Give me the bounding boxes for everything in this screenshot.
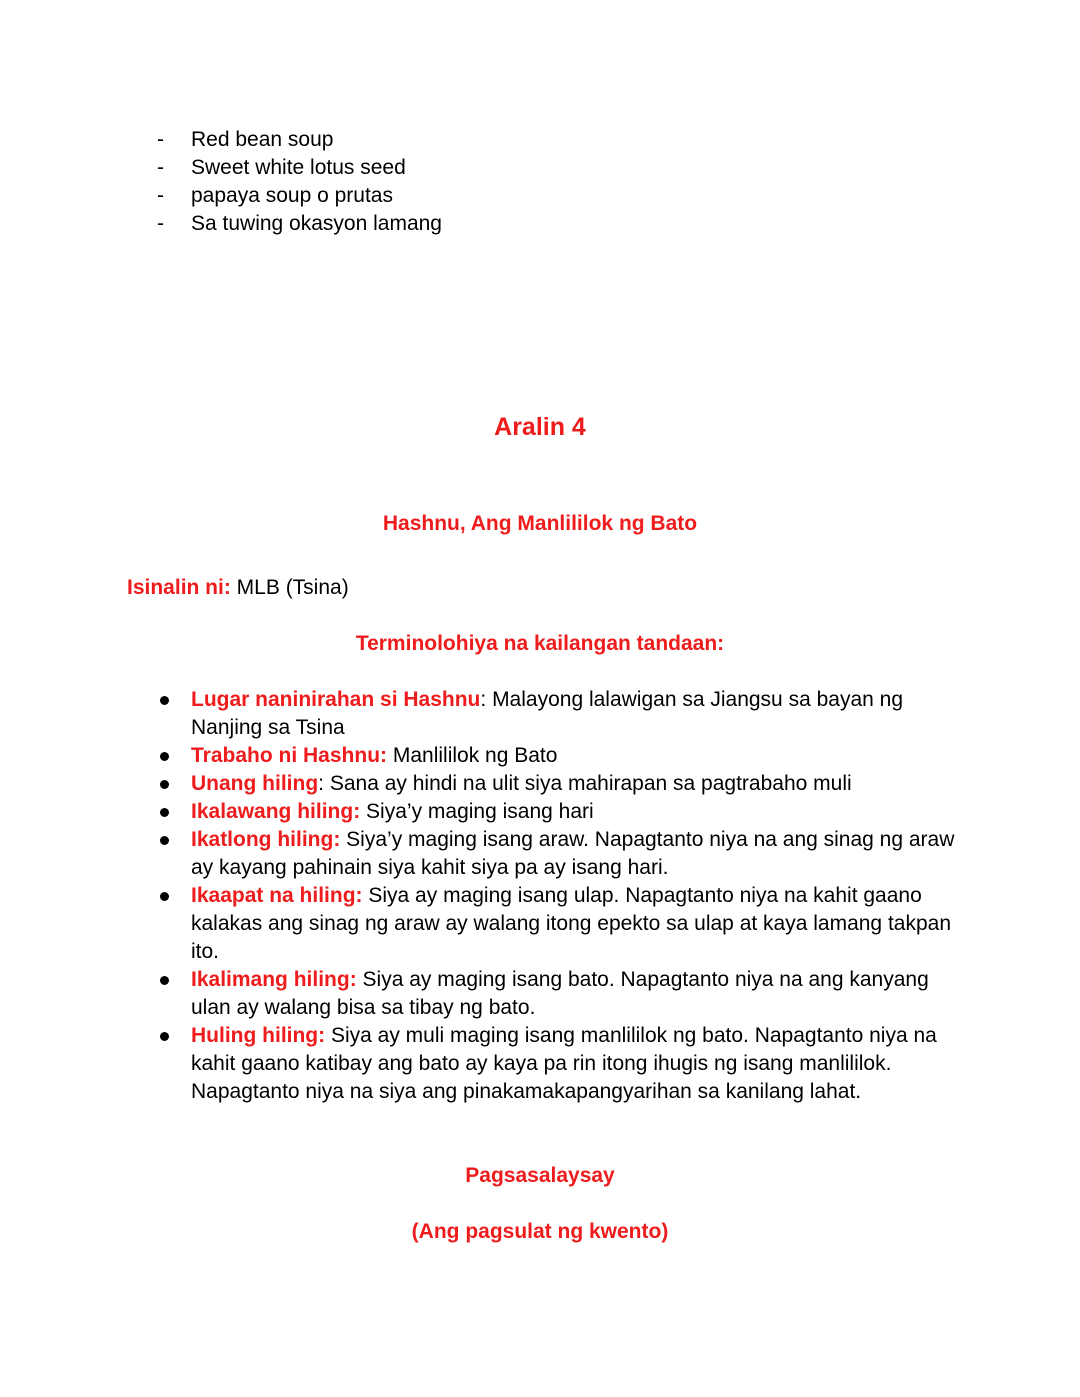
term-item xyxy=(157,770,957,798)
term-label: Ikalawang hiling: xyxy=(191,800,361,823)
term-text: Siya’y maging isang araw. Napagtanto niya na ang sinag ng araw ay kayang pahinain siya kahit siya pa ay isang hari. xyxy=(191,828,955,879)
term-text: Siya ay maging isang ulap. Napagtanto niya na kahit gaano kalakas ang sinag ng araw ay walang itong epekto sa ulap at kaya lamang takpan ito. xyxy=(191,884,951,963)
term-item xyxy=(157,826,957,882)
translator-label: Isinalin ni: xyxy=(127,576,231,599)
term-label: Trabaho ni Hashnu: xyxy=(191,744,388,767)
term-item xyxy=(157,686,957,742)
term-item xyxy=(157,798,957,826)
story-title: Hashnu, Ang Manlililok ng Bato xyxy=(382,512,698,535)
term-label: Unang hiling xyxy=(191,772,319,795)
lesson-title: Aralin 4 xyxy=(494,413,586,441)
section-subheading: (Ang pagsulat ng kwento) xyxy=(411,1220,669,1243)
term-text: Siya’y maging isang hari xyxy=(366,800,594,823)
list-item xyxy=(157,182,442,210)
terms-heading: Terminolohiya na kailangan tandaan: xyxy=(355,632,725,655)
term-item xyxy=(157,882,957,966)
term-label: Lugar naninirahan si Hashnu xyxy=(191,688,481,711)
terms-list xyxy=(157,686,957,1106)
section-heading: Pagsasalaysay xyxy=(465,1164,615,1187)
dessert-list xyxy=(157,126,442,238)
bullet-icon xyxy=(160,752,169,761)
list-item-text: Red bean soup xyxy=(191,128,334,151)
term-text: Manlililok ng Bato xyxy=(392,744,558,767)
term-label: Huling hiling: xyxy=(191,1024,326,1047)
dash-marker: - xyxy=(157,128,164,151)
list-item xyxy=(157,210,442,238)
list-item-text: Sweet white lotus seed xyxy=(191,156,406,179)
term-label: Ikaapat na hiling: xyxy=(191,884,363,907)
translator-value: MLB (Tsina) xyxy=(230,576,349,599)
dash-marker: - xyxy=(157,212,164,235)
bullet-icon xyxy=(160,780,169,789)
dash-marker: - xyxy=(157,156,164,179)
term-separator: : xyxy=(318,772,330,795)
term-text: Sana ay hindi na ulit siya mahirapan sa pagtrabaho muli xyxy=(329,772,852,795)
term-text: Siya ay maging isang bato. Napagtanto niya na ang kanyang ulan ay walang bisa sa tibay ng bato. xyxy=(191,968,929,1019)
term-label: Ikatlong hiling: xyxy=(191,828,341,851)
term-item xyxy=(157,1022,957,1106)
bullet-icon xyxy=(160,836,169,845)
translator-line xyxy=(127,574,349,602)
bullet-icon xyxy=(160,892,169,901)
bullet-icon xyxy=(160,1032,169,1041)
term-item xyxy=(157,742,957,770)
term-text: Siya ay muli maging isang manlililok ng bato. Napagtanto niya na kahit gaano katibay ang bato ay kaya pa rin itong ihugis ng isang manlililok. Napagtanto niya na siya ang pinakamakapangyarihan sa kanilang lahat. xyxy=(191,1024,937,1103)
list-item xyxy=(157,154,442,182)
term-item xyxy=(157,966,957,1022)
bullet-icon xyxy=(160,808,169,817)
term-text: Malayong lalawigan sa Jiangsu sa bayan ng Nanjing sa Tsina xyxy=(191,688,903,739)
list-item xyxy=(157,126,442,154)
list-item-text: papaya soup o prutas xyxy=(191,184,393,207)
list-item-text: Sa tuwing okasyon lamang xyxy=(191,212,442,235)
dash-marker: - xyxy=(157,184,164,207)
term-label: Ikalimang hiling: xyxy=(191,968,357,991)
term-separator: : xyxy=(480,688,493,711)
bullet-icon xyxy=(160,696,169,705)
bullet-icon xyxy=(160,976,169,985)
